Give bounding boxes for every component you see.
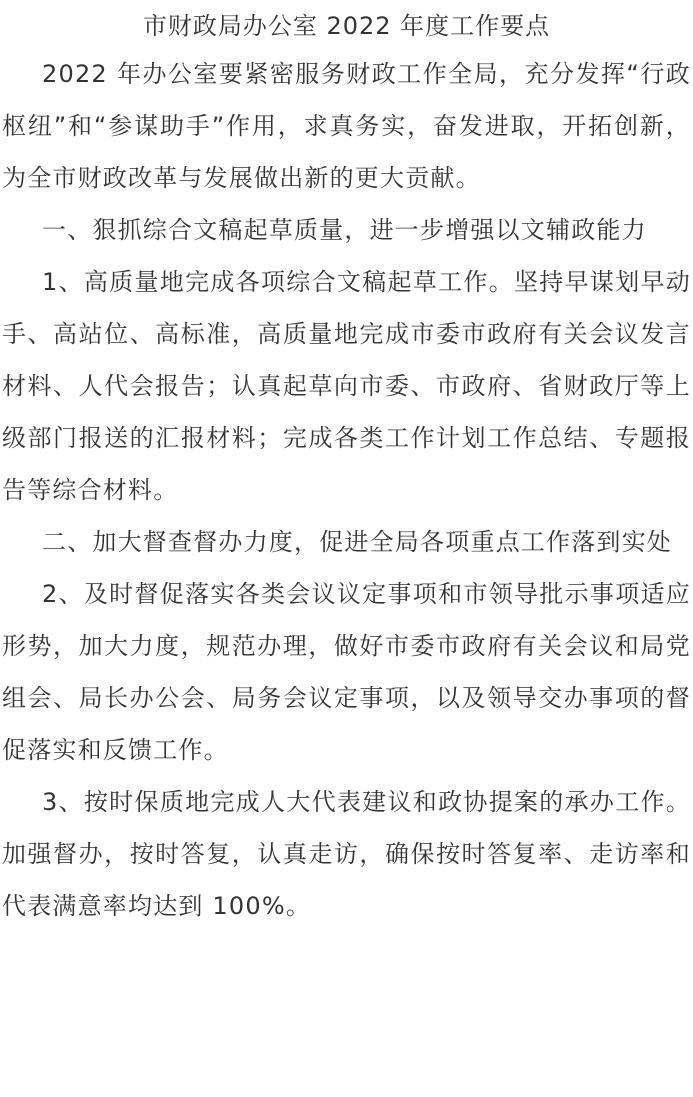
section-heading-2: 二、加大督查督办力度，促进全局各项重点工作落到实处 xyxy=(42,528,672,556)
document-title: 市财政局办公室 2022 年度工作要点 xyxy=(142,12,551,40)
section-heading-1: 一、狠抓综合文稿起草质量，进一步增强以文辅政能力 xyxy=(42,216,647,244)
item-paragraph-1: 1、高质量地完成各项综合文稿起草工作。坚持早谋划早动手、高站位、高标准，高质量地完成市委市政府有关会议发言材料、人代会报告；认真起草向市委、市政府、省财政厅等上级部门报送的汇报材料；完成各类工作计划工作总结、专题报告等综合材料。 xyxy=(2,268,691,504)
item-paragraph-2: 2、及时督促落实各类会议议定事项和市领导批示事项适应形势，加大力度，规范办理，做好市委市政府有关会议和局党组会、局长办公会、局务会议定事项，以及领导交办事项的督促落实和反馈工作。 xyxy=(2,580,691,764)
intro-paragraph: 2022 年办公室要紧密服务财政工作全局，充分发挥“行政枢纽”和“参谋助手”作用，求真务实，奋发进取，开拓创新，为全市财政改革与发展做出新的更大贡献。 xyxy=(2,60,691,192)
item-paragraph-3: 3、按时保质地完成人大代表建议和政协提案的承办工作。加强督办，按时答复，认真走访，确保按时答复率、走访率和代表满意率均达到 100%。 xyxy=(2,788,691,920)
